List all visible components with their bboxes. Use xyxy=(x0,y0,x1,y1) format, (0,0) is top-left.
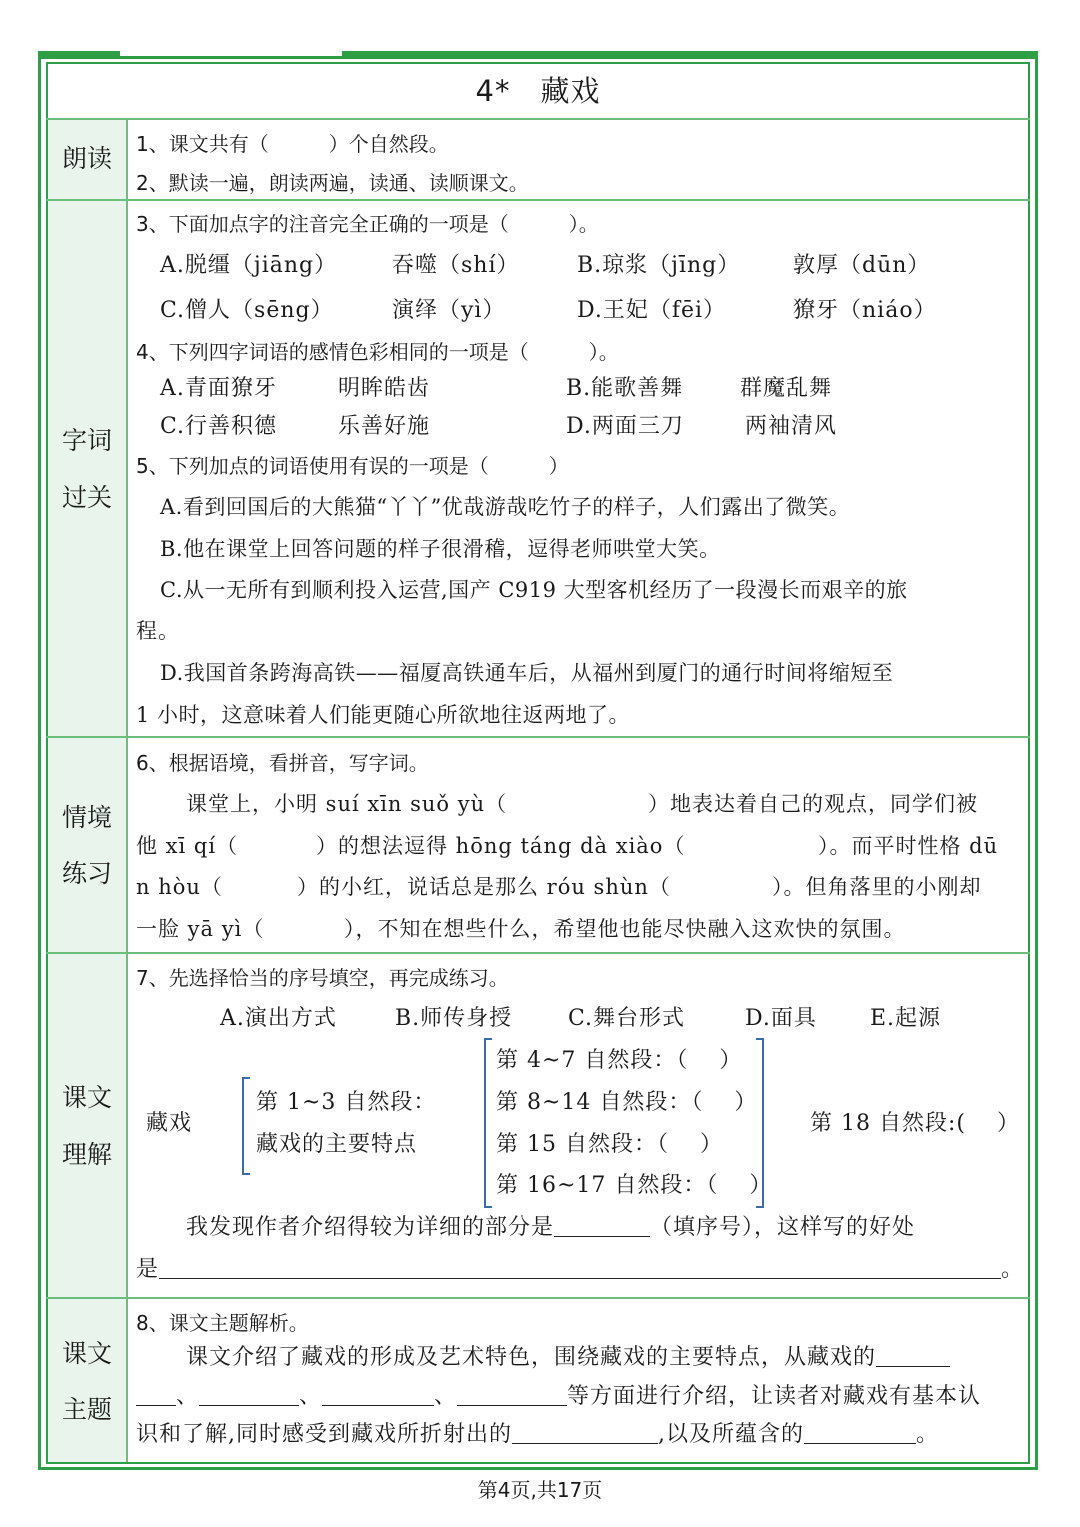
q6-line4-a: 一脸 yā yì（ xyxy=(136,917,265,941)
q3-option-a1: A.脱缰（jiāng） xyxy=(160,253,338,278)
page-number: 第4页,共17页 xyxy=(477,1478,603,1502)
diagram-part-1-desc: 藏戏的主要特点 xyxy=(256,1132,418,1157)
q3-option-a2: 吞噬（shí） xyxy=(392,253,520,278)
q4-option-b2: 群魔乱舞 xyxy=(740,376,833,401)
question-8: 8、课文主题解析。 xyxy=(136,1311,309,1335)
q8-line2-text: 等方面进行介绍，让读者对藏戏有基本认 xyxy=(567,1384,982,1409)
q7-finding-d: 。 xyxy=(1001,1257,1025,1282)
q7-finding-b: （填序号），这样写的好处 xyxy=(650,1215,916,1240)
q6-line3-c: ）。但角落里的小刚却 xyxy=(772,875,982,899)
question-5: 5、下列加点的词语使用有误的一项是（ ） xyxy=(136,454,569,478)
answer-blank[interactable] xyxy=(199,1383,299,1406)
diagram-part-3: 第 8~14 自然段：（ ） xyxy=(496,1090,758,1115)
q6-line3-a: n hòu（ xyxy=(136,875,223,899)
q3-option-c2: 演绎（yì） xyxy=(392,298,506,323)
diagram-brace-middle-right xyxy=(756,1038,764,1208)
q5-option-d-line2: 1 小时，这意味着人们能更随心所欲地往返两地了。 xyxy=(136,703,631,727)
answer-blank[interactable] xyxy=(554,1214,650,1237)
q6-line2-c: ）。而平时性格 dū xyxy=(818,834,999,858)
q4-option-b1: B.能歌善舞 xyxy=(566,376,684,401)
diagram-brace-left xyxy=(242,1077,250,1175)
column-divider xyxy=(126,118,128,1462)
section-label-words-1: 字词 xyxy=(61,426,112,455)
section-label-comprehension-2: 理解 xyxy=(61,1140,112,1169)
q7-finding-c: 是 xyxy=(136,1257,160,1282)
q7-option-b: B.师传身授 xyxy=(395,1006,513,1031)
q3-option-b1: B.琼浆（jīng） xyxy=(577,253,741,278)
diagram-part-6: 第 18 自然段:( ） xyxy=(810,1111,1020,1136)
diagram-brace-middle-left xyxy=(484,1038,492,1208)
q5-option-c-line2: 程。 xyxy=(136,619,180,643)
row-divider xyxy=(46,952,1030,954)
q5-option-c-line1: C.从一无所有到顺利投入运营,国产 C919 大型客机经历了一段漫长而艰辛的旅 xyxy=(160,578,908,602)
q8-line3 xyxy=(136,1420,939,1450)
question-7: 7、先选择恰当的序号填空，再完成练习。 xyxy=(136,966,509,990)
q8-line3-b: ,以及所蕴含的 xyxy=(658,1422,804,1447)
q3-option-b2: 敦厚（dūn） xyxy=(793,253,931,278)
q5-option-a: A.看到回国后的大熊猫“丫丫”优哉游哉吃竹子的样子，人们露出了微笑。 xyxy=(160,495,851,519)
q4-option-c2: 乐善好施 xyxy=(338,414,431,439)
row-divider xyxy=(46,736,1030,738)
q8-line1-text: 课文介绍了藏戏的形成及艺术特色，围绕藏戏的主要特点，从藏戏的 xyxy=(186,1345,877,1370)
answer-blank[interactable] xyxy=(876,1344,950,1367)
row-divider xyxy=(46,199,1030,201)
section-label-theme-2: 主题 xyxy=(61,1395,112,1424)
section-label-comprehension-1: 课文 xyxy=(61,1083,112,1112)
section-label-context-2: 练习 xyxy=(61,859,112,888)
diagram-root: 藏戏 xyxy=(146,1111,193,1136)
q8-line3-a: 识和了解,同时感受到藏戏所折射出的 xyxy=(136,1422,512,1447)
diagram-part-2: 第 4~7 自然段：（ ） xyxy=(496,1048,743,1073)
section-label-words-2: 过关 xyxy=(61,483,112,512)
q4-option-a2: 明眸皓齿 xyxy=(338,376,431,401)
q8-line3-c: 。 xyxy=(916,1422,940,1447)
section-label-context-1: 情境 xyxy=(61,803,112,832)
section-label-reading: 朗读 xyxy=(61,144,112,173)
q7-option-c: C.舞台形式 xyxy=(568,1006,686,1031)
q4-option-d2: 两袖清风 xyxy=(745,414,838,439)
q7-finding-a: 我发现作者介绍得较为详细的部分是 xyxy=(186,1215,555,1240)
q8-separator: 、 xyxy=(299,1384,323,1409)
q7-option-d: D.面具 xyxy=(745,1006,817,1031)
diagram-part-4: 第 15 自然段：（ ） xyxy=(496,1132,723,1157)
question-3: 3、下面加点字的注音完全正确的一项是（ ）。 xyxy=(136,212,599,236)
q8-line2 xyxy=(136,1382,981,1412)
answer-blank[interactable] xyxy=(804,1421,916,1444)
page-title: 4* 藏戏 xyxy=(475,74,601,108)
q7-option-e: E.起源 xyxy=(870,1006,942,1031)
q6-line4-b: ），不知在想些什么，希望他也能尽快融入这欢快的氛围。 xyxy=(344,917,906,941)
q7-finding-text xyxy=(186,1213,915,1243)
row-divider xyxy=(46,118,1030,120)
question-1: 1、课文共有（ ）个自然段。 xyxy=(136,132,449,156)
q6-line1-b: ）地表达着自己的观点，同学们被 xyxy=(648,792,978,816)
q4-option-c1: C.行善积德 xyxy=(160,414,278,439)
answer-blank[interactable] xyxy=(457,1383,567,1406)
q6-line2-b: ）的想法逗得 hōng táng dà xiào（ xyxy=(316,834,686,858)
question-2: 2、默读一遍，朗读两遍，读通、读顺课文。 xyxy=(136,171,529,195)
q8-line1 xyxy=(186,1343,950,1373)
answer-blank[interactable] xyxy=(136,1383,176,1406)
answer-blank[interactable] xyxy=(322,1383,434,1406)
question-6: 6、根据语境，看拼音，写字词。 xyxy=(136,751,429,775)
q6-line2-a: 他 xī qí（ xyxy=(136,834,239,858)
diagram-part-1: 第 1~3 自然段： xyxy=(256,1090,437,1115)
q3-option-d1: D.王妃（fēi） xyxy=(577,298,727,323)
answer-blank[interactable] xyxy=(512,1421,658,1444)
row-divider xyxy=(46,1297,1030,1299)
q6-line3-b: ）的小红，说话总是那么 róu shùn（ xyxy=(297,875,671,899)
q7-finding-line2 xyxy=(136,1255,1024,1285)
q3-option-c1: C.僧人（sēng） xyxy=(160,298,334,323)
diagram-part-5: 第 16~17 自然段：（ ） xyxy=(496,1173,773,1198)
q5-option-d-line1: D.我国首条跨海高铁——福厦高铁通车后，从福州到厦门的通行时间将缩短至 xyxy=(160,661,894,685)
q7-option-a: A.演出方式 xyxy=(220,1006,337,1031)
q4-option-d1: D.两面三刀 xyxy=(566,414,684,439)
q4-option-a1: A.青面獠牙 xyxy=(160,376,277,401)
q8-separator: 、 xyxy=(176,1384,200,1409)
q6-line1-a: 课堂上，小明 suí xīn suǒ yù（ xyxy=(186,792,508,816)
section-label-theme-1: 课文 xyxy=(61,1339,112,1368)
question-4: 4、下列四字词语的感情色彩相同的一项是（ ）。 xyxy=(136,340,619,364)
q3-option-d2: 獠牙（niáo） xyxy=(793,298,937,323)
answer-blank[interactable] xyxy=(159,1256,1001,1279)
q5-option-b: B.他在课堂上回答问题的样子很滑稽，逗得老师哄堂大笑。 xyxy=(160,537,721,561)
q8-separator: 、 xyxy=(434,1384,458,1409)
